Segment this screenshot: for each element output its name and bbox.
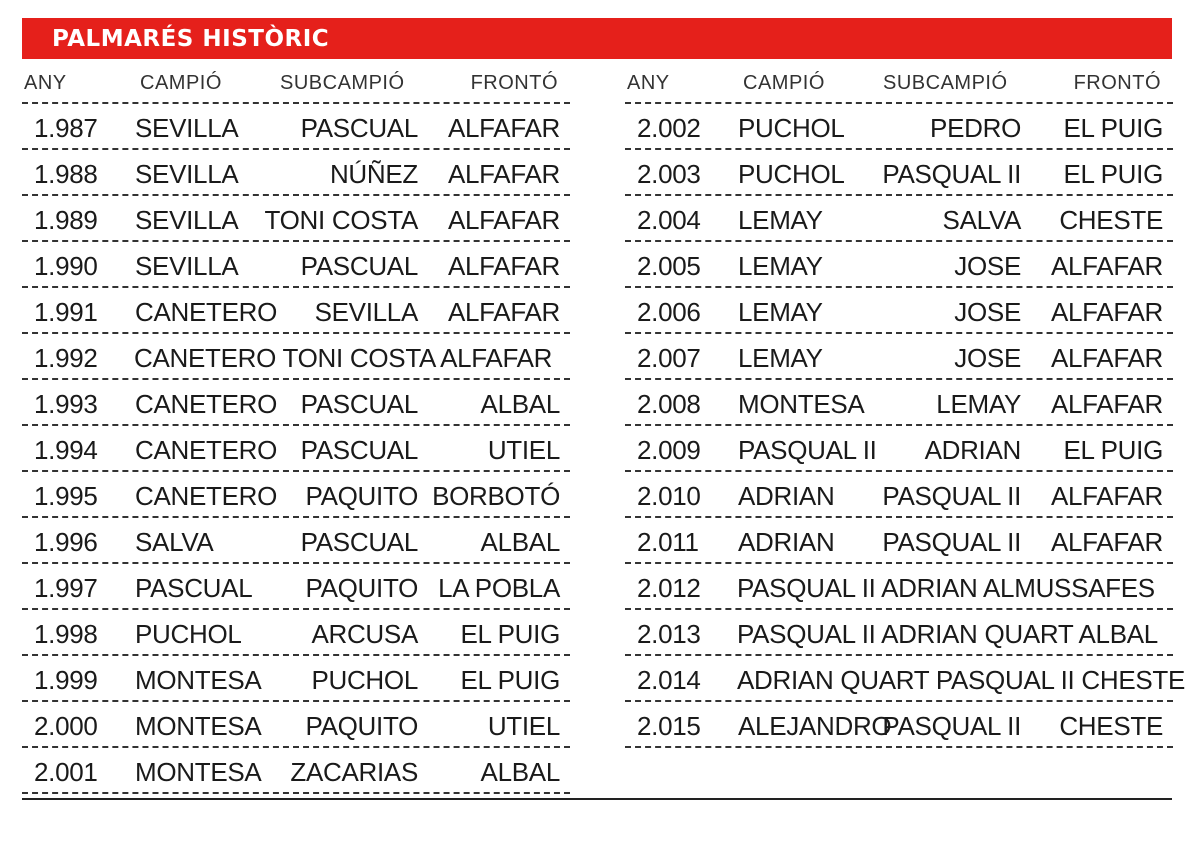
cell-runner-up: PASQUAL II — [882, 481, 1021, 511]
cell-champion: SALVA — [135, 527, 214, 557]
cell-merged: PASQUAL II ADRIAN ALMUSSAFES — [737, 573, 1155, 603]
cell-runner-up: PASQUAL II — [882, 527, 1021, 557]
cell-champion: PUCHOL — [738, 113, 845, 143]
table-body-left — [22, 104, 570, 794]
table-left — [22, 60, 570, 794]
cell-runner-up: PASCUAL — [300, 527, 418, 557]
cell-runner-up: ZACARIAS — [290, 757, 418, 787]
cell-year: 2.004 — [637, 205, 701, 235]
cell-year: 1.992 — [34, 343, 98, 373]
table-row — [625, 472, 1173, 518]
table-row — [22, 288, 570, 334]
cell-champion: LEMAY — [738, 205, 823, 235]
table-row — [22, 426, 570, 472]
table-row — [22, 242, 570, 288]
cell-champion: ADRIAN — [738, 527, 835, 557]
cell-runner-up: PASCUAL — [300, 251, 418, 281]
cell-fronto: ALBAL — [480, 389, 560, 419]
header-champion: CAMPIÓ — [140, 72, 222, 94]
cell-champion: MONTESA — [135, 665, 262, 695]
header-fronto: FRONTÓ — [1073, 72, 1161, 94]
cell-champion: PUCHOL — [738, 159, 845, 189]
table-row — [625, 426, 1173, 472]
table-row — [625, 564, 1173, 610]
cell-runner-up: JOSE — [954, 251, 1021, 281]
cell-runner-up: LEMAY — [936, 389, 1021, 419]
cell-fronto: EL PUIG — [1063, 113, 1163, 143]
cell-runner-up: PAQUITO — [305, 711, 418, 741]
header-fronto: FRONTÓ — [470, 72, 558, 94]
table-body-right — [625, 104, 1186, 748]
cell-champion: PUCHOL — [135, 619, 242, 649]
table-row — [625, 104, 1173, 150]
cell-fronto: ALFAFAR — [447, 251, 560, 281]
table-row — [625, 702, 1173, 748]
table-row — [22, 702, 570, 748]
cell-year: 2.012 — [637, 573, 701, 603]
table-row — [22, 564, 570, 610]
cell-year: 1.994 — [34, 435, 98, 465]
cell-year: 1.987 — [34, 113, 98, 143]
table-row — [22, 610, 570, 656]
header-year: ANY — [24, 72, 67, 94]
bottom-rule — [22, 798, 1172, 800]
cell-year: 1.988 — [34, 159, 98, 189]
cell-runner-up: PASQUAL II — [882, 159, 1021, 189]
cell-champion: SEVILLA — [135, 113, 239, 143]
cell-year: 2.010 — [637, 481, 701, 511]
cell-champion: LEMAY — [738, 251, 823, 281]
cell-fronto: LA POBLA — [438, 573, 560, 603]
table-row — [22, 104, 570, 150]
cell-champion: SEVILLA — [135, 159, 239, 189]
table-row — [22, 150, 570, 196]
cell-champion: MONTESA — [738, 389, 865, 419]
cell-fronto: EL PUIG — [460, 665, 560, 695]
cell-year: 2.014 — [637, 665, 701, 695]
cell-year: 2.000 — [34, 711, 98, 741]
cell-year: 2.011 — [637, 527, 699, 557]
cell-fronto: CHESTE — [1059, 205, 1163, 235]
cell-fronto: ALFAFAR — [447, 159, 560, 189]
table-row — [625, 242, 1173, 288]
cell-fronto: ALFAFAR — [1050, 389, 1163, 419]
cell-year: 1.995 — [34, 481, 98, 511]
cell-year: 1.997 — [34, 573, 98, 603]
cell-runner-up: SALVA — [942, 205, 1021, 235]
table-row — [625, 334, 1173, 380]
cell-fronto: ALFAFAR — [447, 205, 560, 235]
cell-champion: CANETERO — [135, 297, 278, 327]
cell-fronto: CHESTE — [1059, 711, 1163, 741]
table-row — [625, 288, 1173, 334]
cell-year: 2.009 — [637, 435, 701, 465]
cell-champion: ADRIAN — [738, 481, 835, 511]
table-header — [625, 60, 1173, 104]
cell-year: 2.001 — [34, 757, 98, 787]
cell-runner-up: ARCUSA — [311, 619, 418, 649]
cell-runner-up: PEDRO — [930, 113, 1021, 143]
cell-fronto: UTIEL — [487, 435, 560, 465]
table-row — [22, 196, 570, 242]
table-row — [625, 150, 1173, 196]
cell-champion: CANETERO — [135, 435, 278, 465]
table-row — [22, 334, 570, 380]
cell-champion: CANETERO — [135, 389, 278, 419]
cell-runner-up: TONI COSTA — [264, 205, 418, 235]
cell-year: 1.999 — [34, 665, 98, 695]
cell-merged: PASQUAL II ADRIAN QUART ALBAL — [737, 619, 1158, 649]
table-row — [22, 380, 570, 426]
cell-fronto: ALBAL — [480, 757, 560, 787]
cell-fronto: ALFAFAR — [1050, 481, 1163, 511]
table-header — [22, 60, 570, 104]
table-row — [22, 518, 570, 564]
cell-champion: MONTESA — [135, 757, 262, 787]
cell-champion: SEVILLA — [135, 205, 239, 235]
header-champion: CAMPIÓ — [743, 72, 825, 94]
table-row — [22, 656, 570, 702]
cell-champion: ALEJANDRO — [738, 711, 892, 741]
cell-runner-up: PAQUITO — [305, 573, 418, 603]
cell-runner-up: NÚÑEZ — [329, 159, 418, 189]
cell-fronto: EL PUIG — [1063, 435, 1163, 465]
header-runner-up: SUBCAMPIÓ — [883, 72, 1008, 94]
cell-year: 2.003 — [637, 159, 701, 189]
cell-runner-up: JOSE — [954, 343, 1021, 373]
title-banner — [22, 18, 1172, 59]
cell-runner-up: PASQUAL II — [882, 711, 1021, 741]
cell-fronto: ALFAFAR — [1050, 527, 1163, 557]
cell-runner-up: PASCUAL — [300, 389, 418, 419]
cell-champion: LEMAY — [738, 343, 823, 373]
cell-fronto: ALBAL — [480, 527, 560, 557]
cell-year: 2.006 — [637, 297, 701, 327]
table-row — [22, 472, 570, 518]
cell-champion: PASCUAL — [135, 573, 253, 603]
cell-year: 2.005 — [637, 251, 701, 281]
cell-year: 2.008 — [637, 389, 701, 419]
cell-year: 1.991 — [34, 297, 98, 327]
cell-champion: SEVILLA — [135, 251, 239, 281]
cell-fronto: EL PUIG — [1063, 159, 1163, 189]
cell-merged: CANETERO TONI COSTA ALFAFAR — [134, 343, 553, 373]
cell-fronto: BORBOTÓ — [432, 481, 560, 511]
cell-fronto: ALFAFAR — [447, 297, 560, 327]
cell-champion: CANETERO — [135, 481, 278, 511]
table-row — [625, 196, 1173, 242]
cell-year: 1.996 — [34, 527, 98, 557]
header-year: ANY — [627, 72, 670, 94]
cell-year: 2.002 — [637, 113, 701, 143]
cell-runner-up: JOSE — [954, 297, 1021, 327]
table-row — [22, 748, 570, 794]
page-title: PALMARÉS HISTÒRIC — [52, 26, 330, 52]
cell-champion: LEMAY — [738, 297, 823, 327]
cell-year: 1.989 — [34, 205, 98, 235]
cell-year: 1.993 — [34, 389, 98, 419]
cell-runner-up: SEVILLA — [314, 297, 418, 327]
table-row — [625, 380, 1173, 426]
cell-runner-up: PUCHOL — [311, 665, 418, 695]
cell-year: 2.013 — [637, 619, 701, 649]
table-row — [625, 656, 1186, 702]
cell-runner-up: PASCUAL — [300, 113, 418, 143]
cell-fronto: ALFAFAR — [1050, 343, 1163, 373]
cell-runner-up: PAQUITO — [305, 481, 418, 511]
cell-runner-up: ADRIAN — [924, 435, 1021, 465]
cell-fronto: ALFAFAR — [1050, 251, 1163, 281]
cell-fronto: UTIEL — [487, 711, 560, 741]
cell-fronto: ALFAFAR — [1050, 297, 1163, 327]
cell-champion: PASQUAL II — [738, 435, 877, 465]
cell-year: 1.990 — [34, 251, 98, 281]
cell-fronto: EL PUIG — [460, 619, 560, 649]
table-right — [625, 60, 1186, 748]
cell-runner-up: PASCUAL — [300, 435, 418, 465]
cell-champion: MONTESA — [135, 711, 262, 741]
header-runner-up: SUBCAMPIÓ — [280, 72, 405, 94]
cell-year: 2.007 — [637, 343, 701, 373]
cell-year: 2.015 — [637, 711, 701, 741]
cell-year: 1.998 — [34, 619, 98, 649]
cell-fronto: ALFAFAR — [447, 113, 560, 143]
table-row — [625, 518, 1173, 564]
table-row — [625, 610, 1173, 656]
cell-merged: ADRIAN QUART PASQUAL II CHESTE — [737, 665, 1186, 695]
